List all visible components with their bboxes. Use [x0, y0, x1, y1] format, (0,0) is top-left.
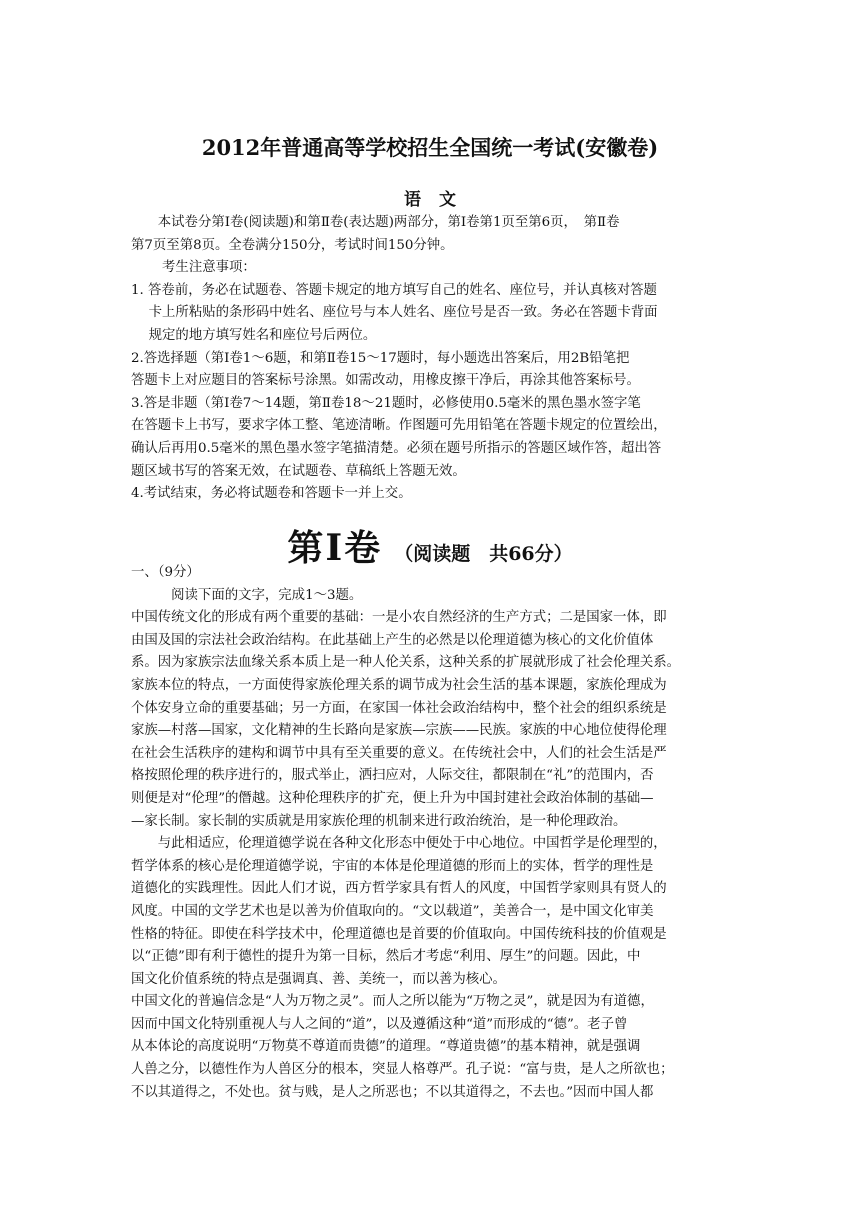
passage-line: 阅读下面的文字，完成1～3题。: [131, 587, 363, 603]
passage-line: 因而中国文化特别重视人与人之间的“道”，以及遵循这种“道”而形成的“德”。老子曾: [131, 1016, 628, 1032]
instruction-line: 2.答选择题（第Ⅰ卷1～6题，和第Ⅱ卷15～17题时，每小题选出答案后，用2B铅笔把: [131, 350, 630, 366]
passage-line: 个体安身立命的重要基础；另一方面，在家国一体社会政治结构中，整个社会的组织系统是: [131, 700, 667, 716]
section-subtitle: （阅读题 共66分）: [394, 543, 573, 565]
instruction-line: 在答题卡上书写，要求字体工整、笔迹清晰。作图题可先用铅笔在答题卡规定的位置绘出，: [131, 418, 667, 434]
instruction-line: 第7页至第8页。全卷满分150分，考试时间150分钟。: [131, 237, 454, 253]
passage-line: 以“正德”即有利于德性的提升为第一目标，然后才考虑“利用、厚生”的问题。因此，中: [131, 949, 641, 965]
instruction-line: 题区域书写的答案无效，在试题卷、草稿纸上答题无效。: [131, 463, 466, 479]
passage-line: 道德化的实践理性。因此人们才说，西方哲学家具有哲人的风度，中国哲学家则具有贤人的: [131, 881, 667, 897]
section-title: 第Ⅰ卷: [287, 527, 383, 569]
passage-line: 与此相适应，伦理道德学说在各种文化形态中便处于中心地位。中国哲学是伦理型的，: [131, 836, 667, 852]
passage-line: 家族—村落—国家，文化精神的生长路向是家族—宗族——民族。家族的中心地位使得伦理: [131, 723, 667, 739]
passage-line: 在社会生活秩序的建构和调节中具有至关重要的意义。在传统社会中，人们的社会生活是严: [131, 745, 667, 761]
instructions-block: [131, 212, 731, 506]
passage-line: 系。因为家族宗法血缘关系本质上是一种人伦关系，这种关系的扩展就形成了社会伦理关系。: [131, 655, 681, 671]
passage-line: 中国文化的普遍信念是“人为万物之灵”。而人之所以能为“万物之灵”，就是因为有道德，: [131, 994, 654, 1010]
instruction-line: 确认后再用0.5毫米的黑色墨水签字笔描清楚。必须在题号所指示的答题区域作答，超出答: [131, 440, 662, 456]
passage-line: 格按照伦理的秩序进行的，服式举止，洒扫应对，人际交往，都限制在“礼”的范围内，否: [131, 768, 654, 784]
instruction-line: 卡上所粘贴的条形码中姓名、座位号与本人姓名、座位号是否一致。务必在答题卡背面: [131, 305, 658, 321]
reading-passage: [131, 562, 731, 1104]
passage-line: 一、（9分）: [131, 565, 200, 580]
passage-line: 家族本位的特点，一方面使得家族伦理关系的调节成为社会生活的基本课题，家族伦理成为: [131, 677, 667, 693]
passage-line: 从本体论的高度说明“万物莫不尊道而贵德”的道理。“尊道贵德”的基本精神，就是强调: [131, 1039, 641, 1055]
instruction-line: 3.答是非题（第Ⅰ卷7～14题，第Ⅱ卷18～21题时，必修使用0.5毫米的黑色墨水签字笔: [131, 395, 641, 411]
passage-line: 不以其道得之，不处也。贫与贱，是人之所恶也；不以其道得之，不去也。”因而中国人都: [131, 1084, 654, 1100]
exam-title: 2012年普通高等学校招生全国统一考试(安徽卷): [201, 135, 659, 160]
passage-line: 性格的特征。即使在科学技术中，伦理道德也是首要的价值取向。中国传统科技的价值观是: [131, 926, 667, 942]
instruction-line: 本试卷分第Ⅰ卷(阅读题)和第Ⅱ卷(表达题)两部分，第Ⅰ卷第1页至第6页， 第Ⅱ卷: [131, 215, 620, 230]
instruction-line: 答题卡上对应题目的答案标号涂黑。如需改动，用橡皮擦干净后，再涂其他答案标号。: [131, 373, 640, 389]
passage-line: 由国及国的宗法社会政治结构。在此基础上产生的必然是以伦理道德为核心的文化价值体: [131, 632, 654, 648]
instruction-line: 规定的地方填写姓名和座位号后两位。: [131, 327, 377, 343]
instruction-line: 4.考试结束，务必将试题卷和答题卡一并上交。: [131, 486, 412, 502]
passage-line: 国文化价值系统的特点是强调真、善、美统一，而以善为核心。: [131, 971, 506, 987]
passage-line: —家长制。家长制的实质就是用家族伦理的机制来进行政治统治，是一种伦理政治。: [131, 813, 627, 829]
subject-heading: 语文: [404, 190, 474, 210]
passage-line: 中国传统文化的形成有两个重要的基础：一是小农自然经济的生产方式；二是国家一体，即: [131, 610, 667, 626]
passage-line: 人兽之分，以德性作为人兽区分的根本，突显人格尊严。孔子说：“富与贵，是人之所欲也；: [131, 1062, 674, 1078]
instruction-line: 考生注意事项：: [131, 260, 256, 276]
passage-line: 哲学体系的核心是伦理道德学说，宇宙的本体是伦理道德的形而上的实体，哲学的理性是: [131, 858, 654, 874]
passage-line: 风度。中国的文学艺术也是以善为价值取向的。“文以载道”，美善合一，是中国文化审美: [131, 903, 654, 919]
instruction-line: 1. 答卷前，务必在试题卷、答题卡规定的地方填写自己的姓名、座位号，并认真核对答题: [131, 282, 657, 298]
passage-line: 则便是对“伦理”的僭越。这种伦理秩序的扩充，便上升为中国封建社会政治体制的基础—: [131, 790, 654, 806]
